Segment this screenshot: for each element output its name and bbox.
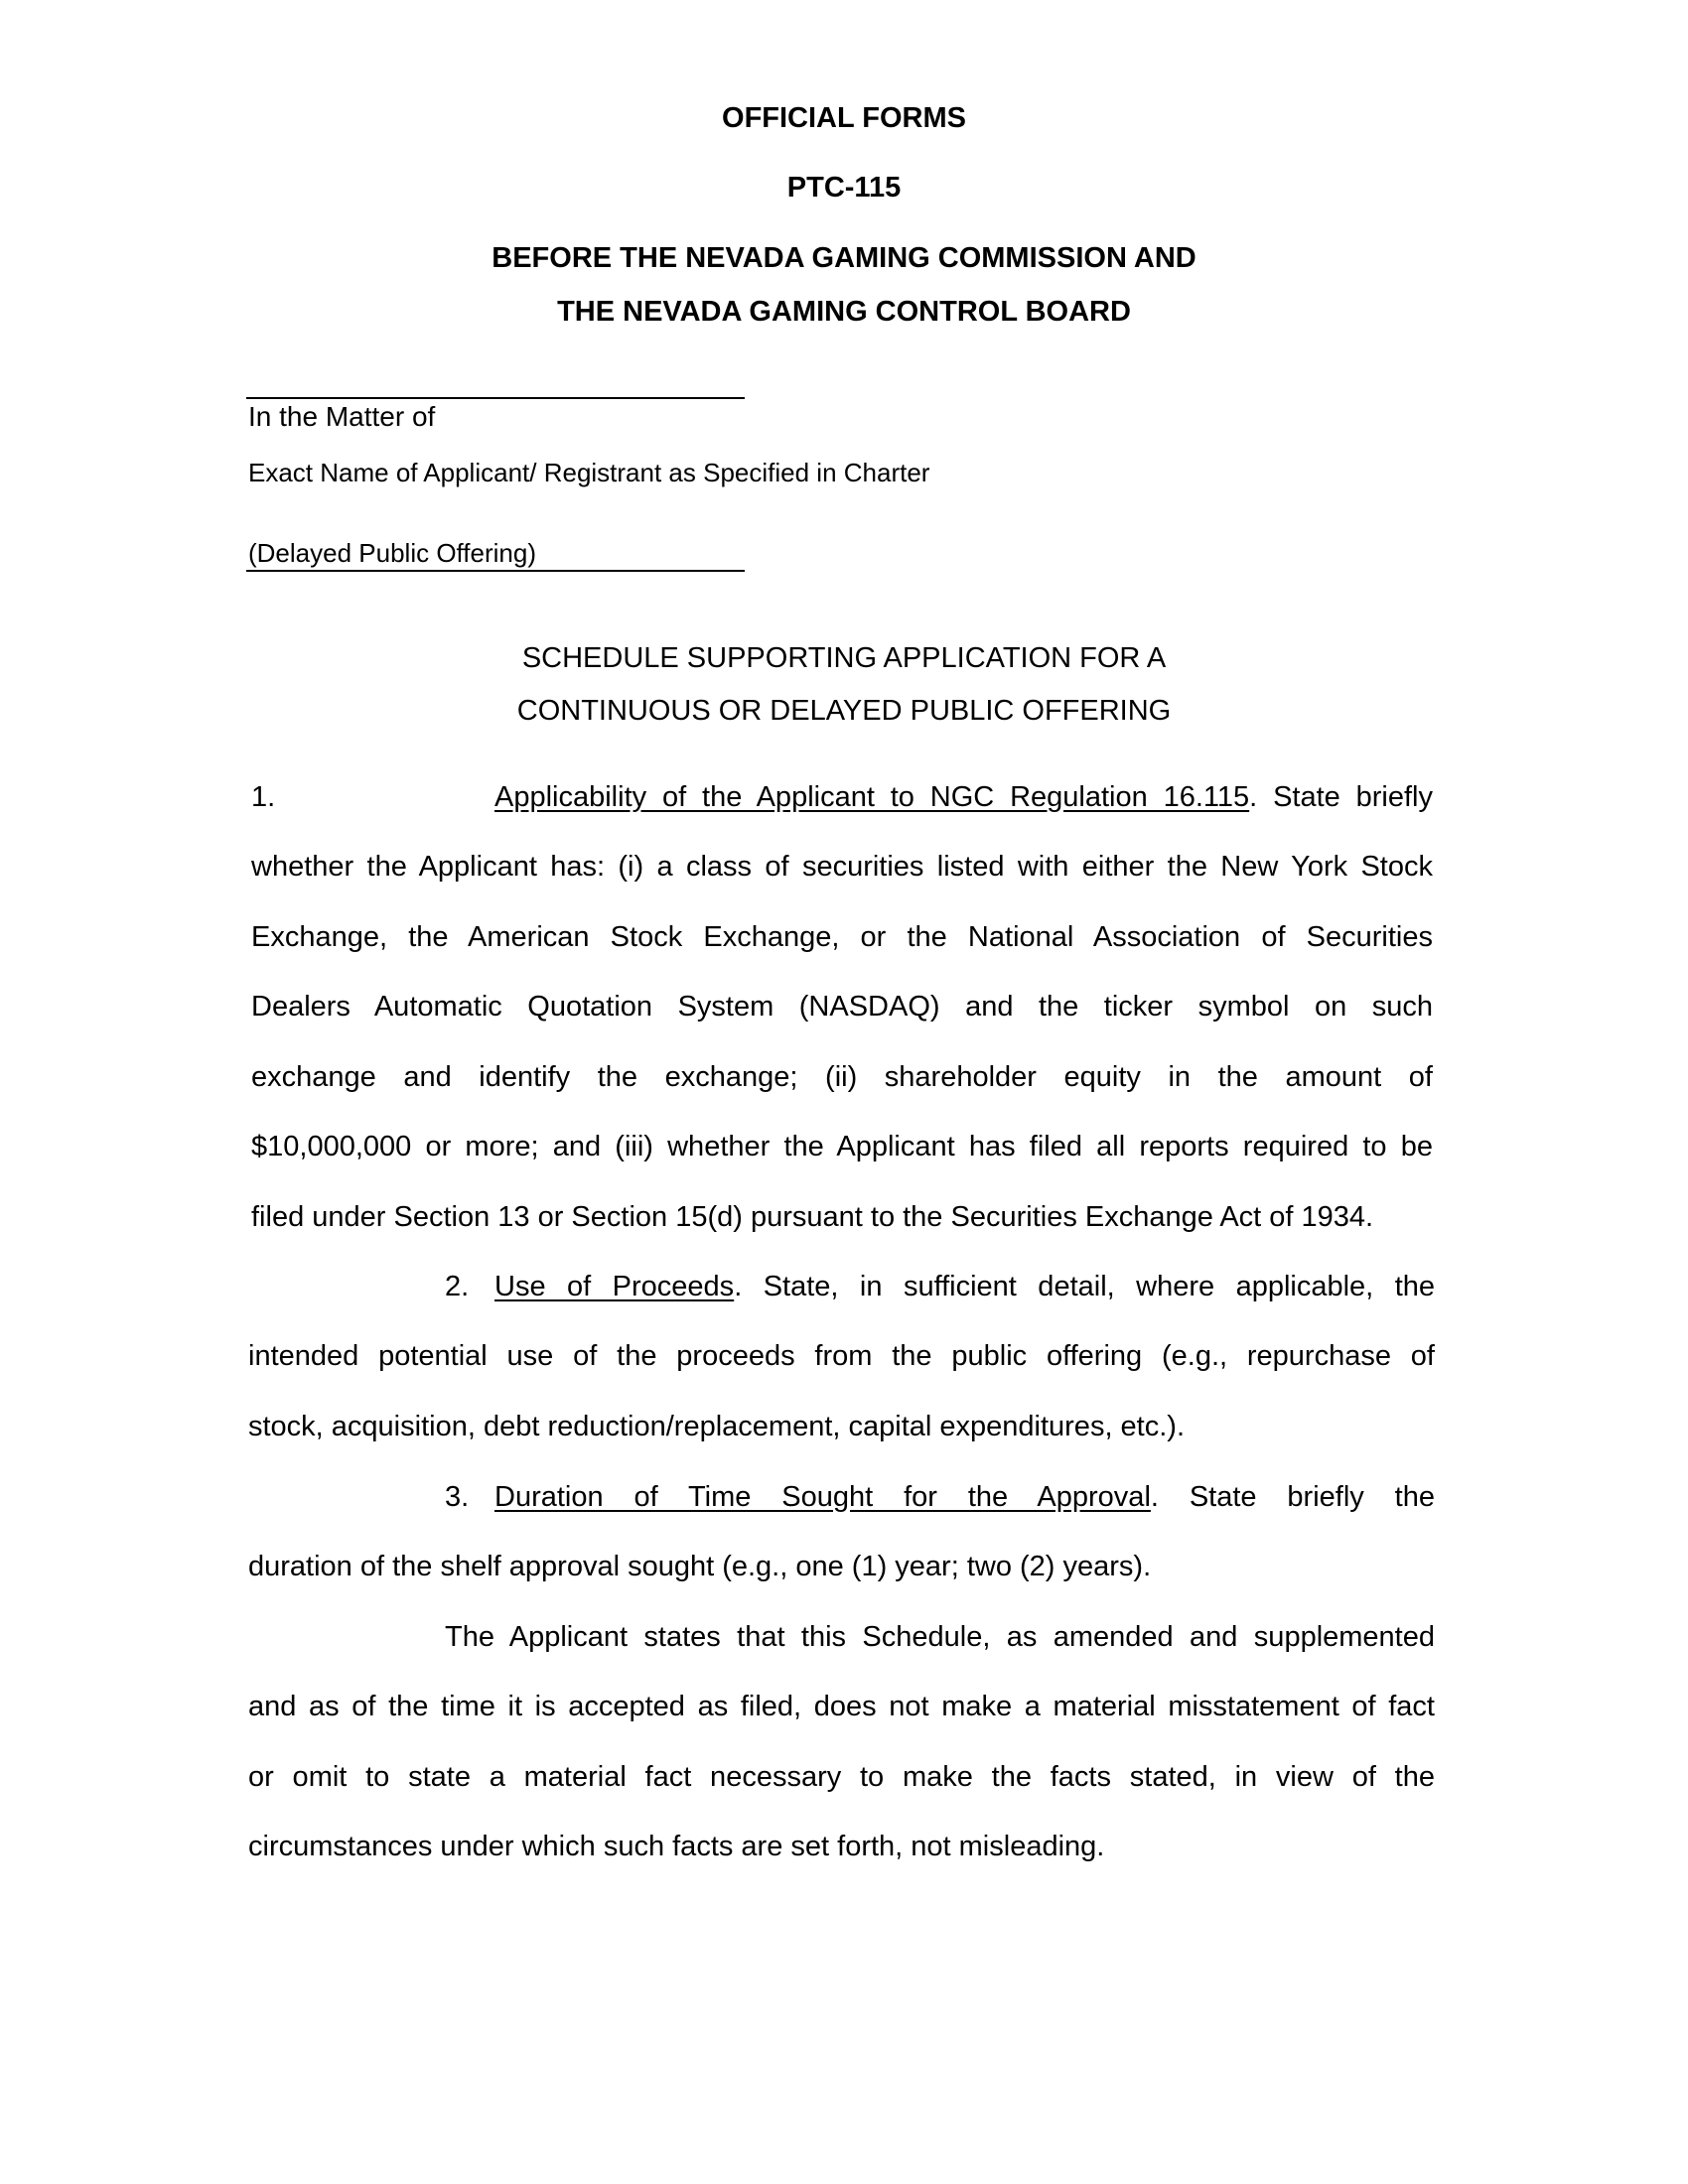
statement-line1: The Applicant states that this Schedule, as amended and supplemented bbox=[445, 1621, 1435, 1653]
section3-line2: duration of the shelf approval sought (e.g., one (1) year; two (2) years). bbox=[248, 1551, 1152, 1582]
section2-number: 2. bbox=[445, 1271, 470, 1302]
section2-line2: intended potential use of the proceeds from the public offering (e.g., repurchase of bbox=[248, 1340, 1435, 1372]
section1-first-line-tail: . State briefly bbox=[1249, 781, 1433, 813]
section1-first-line bbox=[494, 779, 1433, 815]
schedule-title-line2: CONTINUOUS OR DELAYED PUBLIC OFFERING bbox=[516, 695, 1172, 727]
caption-bottom-rule bbox=[246, 570, 745, 572]
section1-line4: Dealers Automatic Quotation System (NASDAQ) and the ticker symbol on such bbox=[251, 991, 1433, 1023]
section3-first-line bbox=[494, 1479, 1435, 1515]
section3-heading: Duration of Time Sought for the Approval bbox=[494, 1481, 1151, 1513]
header-official-forms: OFFICIAL FORMS bbox=[722, 102, 966, 134]
header-commission: BEFORE THE NEVADA GAMING COMMISSION AND bbox=[492, 242, 1196, 274]
section1-line3: Exchange, the American Stock Exchange, or the National Association of Securities bbox=[251, 921, 1433, 953]
statement-line4: circumstances under which such facts are set forth, not misleading. bbox=[248, 1831, 1105, 1862]
section1-number: 1. bbox=[251, 781, 276, 813]
statement-line2: and as of the time it is accepted as filed, does not make a material misstatement of fact bbox=[248, 1691, 1435, 1722]
section3-first-line-tail: . State briefly the bbox=[1150, 1481, 1435, 1513]
section2-line3: stock, acquisition, debt reduction/replacement, capital expenditures, etc.). bbox=[248, 1411, 1186, 1442]
section1-heading: Applicability of the Applicant to NGC Regulation 16.115 bbox=[494, 781, 1250, 813]
section2-first-line-tail: . State, in sufficient detail, where applicable, the bbox=[734, 1271, 1436, 1302]
section2-first-line bbox=[494, 1269, 1435, 1304]
caption-offering-type: (Delayed Public Offering) bbox=[248, 538, 536, 568]
section3-number: 3. bbox=[445, 1481, 470, 1513]
section1-line6: $10,000,000 or more; and (iii) whether the Applicant has filed all reports required to be bbox=[251, 1131, 1433, 1162]
caption-applicant-name: Exact Name of Applicant/ Registrant as Specified in Charter bbox=[248, 458, 930, 487]
section2-heading: Use of Proceeds bbox=[494, 1271, 735, 1302]
section1-line2: whether the Applicant has: (i) a class of securities listed with either the New York Stock bbox=[251, 851, 1433, 883]
section1-line7: filed under Section 13 or Section 15(d) pursuant to the Securities Exchange Act of 1934. bbox=[251, 1201, 1374, 1233]
section1-line5: exchange and identify the exchange; (ii) shareholder equity in the amount of bbox=[251, 1061, 1433, 1093]
schedule-title-line1: SCHEDULE SUPPORTING APPLICATION FOR A bbox=[521, 642, 1167, 674]
header-control-board: THE NEVADA GAMING CONTROL BOARD bbox=[557, 296, 1131, 328]
caption-matter: In the Matter of bbox=[248, 401, 436, 432]
caption-top-rule bbox=[246, 397, 745, 399]
header-form-number: PTC-115 bbox=[786, 172, 902, 204]
statement-line3: or omit to state a material fact necessary to make the facts stated, in view of the bbox=[248, 1761, 1435, 1793]
